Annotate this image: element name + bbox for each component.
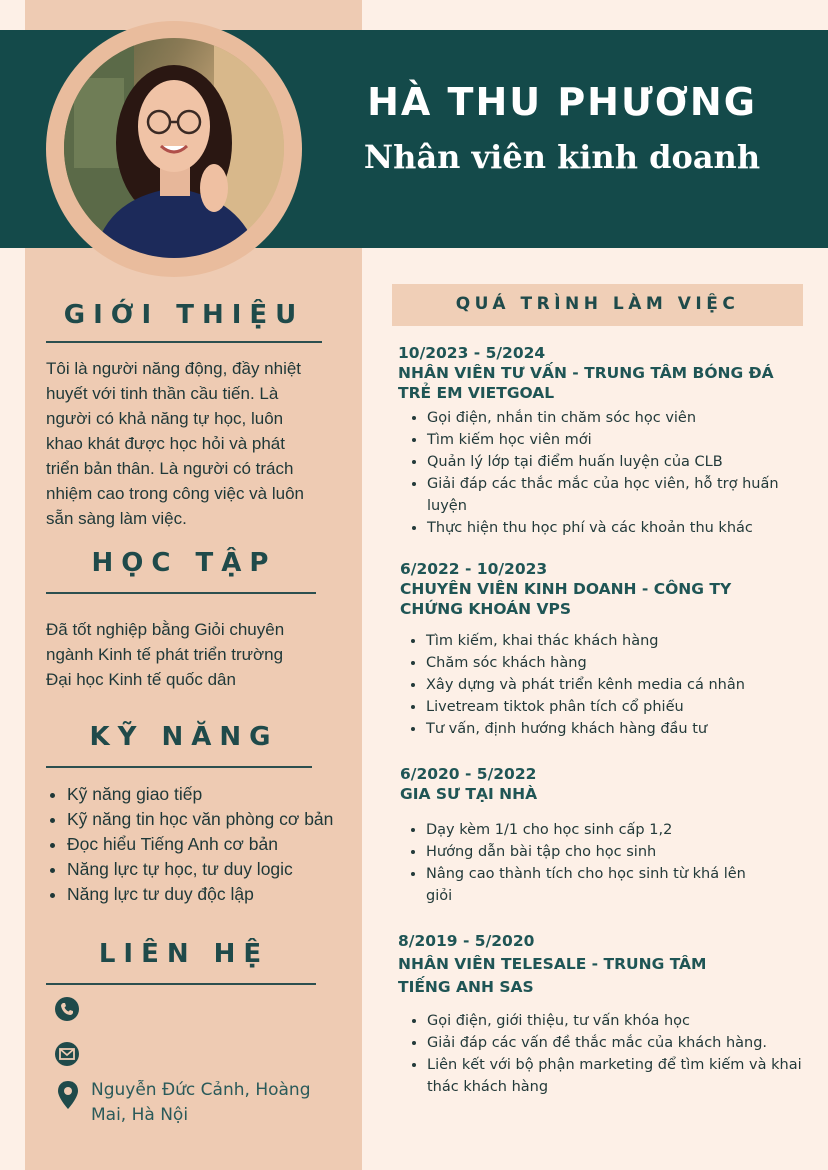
job-date: 8/2019 - 5/2020 — [398, 932, 535, 950]
contact-divider — [46, 983, 316, 985]
job-title: Nhân viên kinh doanh — [363, 138, 761, 176]
job-task: • Tìm kiếm, khai thác khách hàng — [426, 630, 796, 652]
job-task: • Quản lý lớp tại điểm huấn luyện của CLB — [427, 451, 797, 473]
job-task: • Hướng dẫn bài tập cho học sinh — [426, 841, 746, 863]
address-line: Nguyễn Đức Cảnh, Hoàng — [91, 1080, 311, 1100]
job-task: • Tìm kiếm học viên mới — [427, 429, 797, 451]
job-task: • Giải đáp các thắc mắc của học viên, hỗ trợ huấn luyện — [427, 473, 797, 517]
job-role-line: CHUYÊN VIÊN KINH DOANH - CÔNG TY — [400, 580, 732, 598]
skill-item: • Đọc hiểu Tiếng Anh cơ bản — [67, 832, 333, 857]
education-line: ngành Kinh tế phát triển trường — [46, 645, 284, 664]
job-role-line: TRẺ EM VIETGOAL — [398, 384, 555, 402]
job-task: • Dạy kèm 1/1 cho học sinh cấp 1,2 — [426, 819, 746, 841]
job-task-list — [406, 819, 746, 907]
job-task: • Gọi điện, nhắn tin chăm sóc học viên — [427, 407, 797, 429]
skill-item: • Kỹ năng giao tiếp — [67, 782, 333, 807]
job-task: • Thực hiện thu học phí và các khoản thu khác — [427, 517, 797, 539]
job-role — [400, 784, 537, 804]
about-line: khao khát được học hỏi và phát — [46, 434, 285, 453]
skill-item: • Năng lực tự học, tư duy logic — [67, 857, 333, 882]
skills-list — [46, 782, 333, 907]
job-task-list — [407, 407, 797, 539]
phone-icon — [55, 997, 79, 1021]
job-task-list — [406, 630, 796, 740]
job-task: • Liên kết với bộ phận marketing để tìm kiếm và khai thác khách hàng — [427, 1054, 812, 1098]
about-heading: GIỚI THIỆU — [63, 300, 305, 330]
education-text — [46, 617, 346, 692]
job-role-line: GIA SƯ TẠI NHÀ — [400, 785, 538, 803]
skills-heading: KỸ NĂNG — [89, 722, 279, 752]
about-line: Tôi là người năng động, đầy nhiệt — [46, 359, 302, 378]
experience-heading: QUÁ TRÌNH LÀM VIỆC — [455, 294, 740, 314]
envelope-icon — [55, 1042, 79, 1066]
job-role-line: NHÂN VIÊN TELESALE - TRUNG TÂM — [398, 955, 707, 973]
job-role-line: NHÂN VIÊN TƯ VẤN - TRUNG TÂM BÓNG ĐÁ — [398, 364, 774, 382]
skill-item: • Năng lực tư duy độc lập — [67, 882, 333, 907]
address-line: Mai, Hà Nội — [91, 1105, 189, 1125]
education-line: Đã tốt nghiệp bằng Giỏi chuyên — [46, 620, 285, 639]
job-task: • Livetream tiktok phân tích cổ phiếu — [426, 696, 796, 718]
job-task: • Chăm sóc khách hàng — [426, 652, 796, 674]
about-line: triển bản thân. Là người có trách — [46, 459, 294, 478]
about-divider — [46, 341, 322, 343]
about-line: sẵn sàng làm việc. — [46, 509, 187, 528]
about-line: huyết với tinh thần cầu tiến. Là — [46, 384, 279, 403]
job-task: • Tư vấn, định hướng khách hàng đầu tư — [426, 718, 796, 740]
job-role-line: TIẾNG ANH SAS — [398, 978, 534, 996]
job-role — [398, 363, 774, 403]
job-task: • Nâng cao thành tích cho học sinh từ khá lên giỏi — [426, 863, 746, 907]
job-role — [398, 954, 706, 997]
job-task: • Gọi điện, giới thiệu, tư vấn khóa học — [427, 1010, 812, 1032]
education-line: Đại học Kinh tế quốc dân — [46, 670, 236, 689]
job-task: • Xây dựng và phát triển kênh media cá nhân — [426, 674, 796, 696]
job-date: 6/2020 - 5/2022 — [400, 765, 537, 783]
job-role — [400, 579, 731, 619]
contact-heading: LIÊN HỆ — [98, 939, 270, 969]
job-task: • Giải đáp các vấn đề thắc mắc của khách hàng. — [427, 1032, 812, 1054]
job-date: 6/2022 - 10/2023 — [400, 560, 548, 578]
skills-divider — [46, 766, 312, 768]
job-role-line: CHỨNG KHOÁN VPS — [400, 600, 572, 618]
address — [91, 1078, 341, 1128]
skill-item: • Kỹ năng tin học văn phòng cơ bản — [67, 807, 333, 832]
job-task-list — [407, 1010, 812, 1098]
about-text — [46, 356, 346, 531]
map-pin-icon — [56, 1080, 80, 1110]
about-line: người có khả năng tự học, luôn — [46, 409, 284, 428]
education-heading: HỌC TẬP — [91, 548, 277, 578]
profile-photo — [64, 38, 284, 258]
education-divider — [46, 592, 316, 594]
job-date: 10/2023 - 5/2024 — [398, 344, 546, 362]
about-line: nhiệm cao trong công việc và luôn — [46, 484, 304, 503]
candidate-name: HÀ THU PHƯƠNG — [367, 80, 757, 124]
